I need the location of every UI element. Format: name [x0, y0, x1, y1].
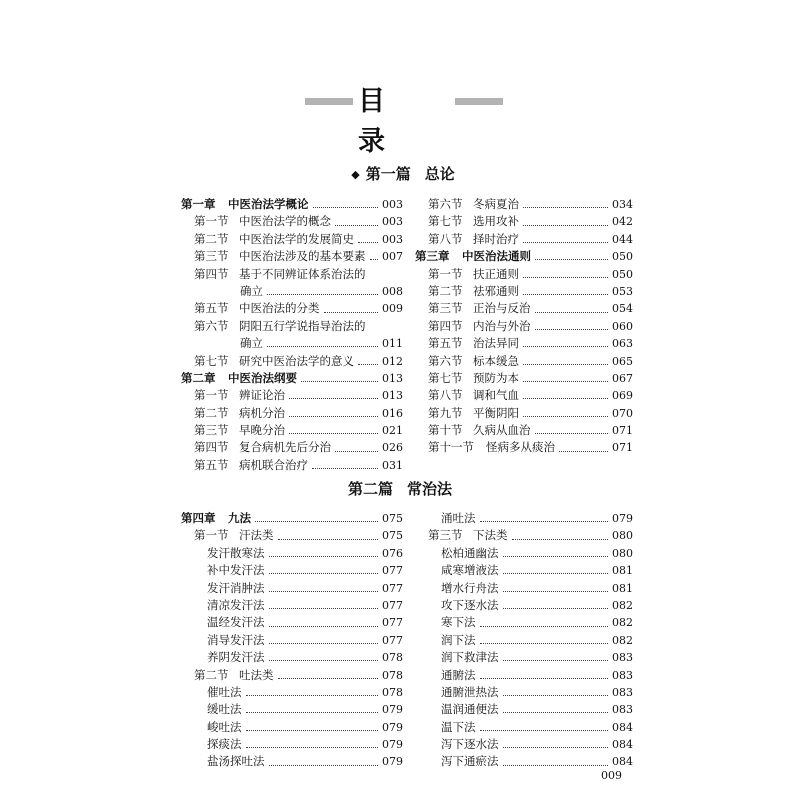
dot-leader: [289, 416, 378, 417]
toc-entry-page: 003: [382, 232, 403, 246]
toc-entry: [415, 318, 633, 335]
toc-entry-page: 079: [382, 720, 403, 734]
dot-leader: [269, 643, 379, 644]
toc-entry-page: 031: [382, 458, 403, 472]
toc-entry-number: 第八节: [428, 231, 463, 246]
dot-leader: [503, 747, 609, 748]
toc-entry: [181, 684, 403, 701]
toc-entry: [181, 753, 403, 770]
toc-entry-page: 063: [612, 337, 633, 351]
dot-leader: [523, 207, 608, 208]
dot-leader: [278, 539, 379, 540]
toc-entry: [181, 283, 403, 300]
toc-entry-page: 026: [382, 441, 403, 455]
toc-entry-title: 久病从血治: [473, 423, 531, 438]
title-rule-left: [305, 98, 353, 105]
toc-entry-page: 080: [612, 529, 633, 543]
dot-leader: [335, 225, 378, 226]
dot-leader: [512, 539, 609, 540]
dot-leader: [246, 712, 379, 713]
toc-entry-page: 078: [382, 668, 403, 682]
toc-entry-title: 催吐法: [207, 684, 242, 699]
toc-entry: [415, 439, 633, 456]
toc-entry-title: 早晚分治: [239, 423, 285, 438]
toc-entry-title: 咸寒增液法: [441, 563, 499, 578]
toc-entry-title: 中医治法学概论: [228, 197, 309, 211]
toc-title-block: [0, 82, 800, 157]
toc-entry-number: 第三节: [428, 301, 463, 316]
dot-leader: [523, 416, 608, 417]
toc-entry: [181, 580, 403, 597]
toc-entry-title: 峻吐法: [207, 719, 242, 734]
toc-entry: [415, 736, 633, 753]
toc-column-part2-right: [415, 510, 633, 771]
toc-entry-number: 第四节: [194, 266, 229, 281]
toc-entry: [415, 405, 633, 422]
toc-entry-title: 下法类: [473, 528, 508, 543]
toc-entry: [181, 457, 403, 474]
toc-entry-number: 第十一节: [428, 440, 474, 455]
toc-entry: [181, 213, 403, 230]
toc-entry: [415, 370, 633, 387]
toc-entry-title: 探痰法: [207, 737, 242, 752]
toc-entry-number: 第二节: [428, 283, 463, 298]
toc-entry: [415, 387, 633, 404]
toc-entry-page: 021: [382, 424, 403, 438]
toc-entry-title: 九法: [228, 511, 251, 525]
toc-entry-title: 预防为本: [473, 370, 519, 385]
toc-entry-page: 082: [612, 616, 633, 630]
dot-leader: [301, 381, 378, 382]
dot-leader: [523, 225, 608, 226]
dot-leader: [269, 626, 379, 627]
toc-entry: [415, 422, 633, 439]
toc-entry-number: 第二章: [181, 370, 216, 385]
dot-leader: [503, 573, 609, 574]
dot-leader: [523, 381, 608, 382]
toc-entry: [181, 422, 403, 439]
dot-leader: [289, 433, 378, 434]
toc-entry-number: 第三节: [428, 528, 463, 543]
part-name: 常治法: [407, 480, 453, 498]
toc-entry-title: 温经发汗法: [207, 615, 265, 630]
part-heading-1: [0, 164, 800, 185]
toc-entry-page: 012: [382, 354, 403, 368]
toc-entry-title: 平衡阴阳: [473, 405, 519, 420]
toc-entry-title: 中医治法学的发展简史: [239, 231, 354, 246]
toc-entry-page: 069: [612, 389, 633, 403]
dot-leader: [480, 678, 609, 679]
toc-entry: [181, 597, 403, 614]
toc-entry: [181, 562, 403, 579]
toc-entry-page: 079: [382, 738, 403, 752]
toc-entry-page: 077: [382, 581, 403, 595]
toc-entry: [181, 527, 403, 544]
toc-entry-number: 第三章: [415, 249, 450, 264]
toc-entry-page: 013: [382, 389, 403, 403]
toc-entry: [415, 248, 633, 265]
toc-entry: [181, 545, 403, 562]
toc-entry-number: 第七节: [428, 214, 463, 229]
toc-entry-page: 050: [612, 250, 633, 264]
toc-entry-title: 润下救津法: [441, 650, 499, 665]
dot-leader: [324, 312, 379, 313]
toc-entry: [415, 562, 633, 579]
toc-entry-title: 消导发汗法: [207, 632, 265, 647]
toc-entry: [181, 736, 403, 753]
toc-entry-title: 养阴发汗法: [207, 650, 265, 665]
toc-entry: [415, 353, 633, 370]
toc-entry-page: 071: [612, 441, 633, 455]
toc-entry-number: 第一节: [428, 266, 463, 281]
dot-leader: [269, 573, 379, 574]
toc-entry-title: 涌吐法: [441, 511, 476, 525]
toc-column-part1-left: [181, 196, 403, 474]
toc-entry-page: 016: [382, 406, 403, 420]
toc-entry: [181, 370, 403, 387]
toc-entry-page: 081: [612, 581, 633, 595]
toc-entry-page: 083: [612, 703, 633, 717]
dot-leader: [503, 591, 609, 592]
toc-entry-title: 攻下逐水法: [441, 597, 499, 612]
toc-entry-number: 第九节: [428, 405, 463, 420]
toc-entry-page: 070: [612, 406, 633, 420]
dot-leader: [535, 433, 609, 434]
toc-entry: [415, 510, 633, 527]
dot-leader: [503, 660, 609, 661]
toc-entry-number: 第六节: [428, 353, 463, 368]
toc-entry: [181, 405, 403, 422]
toc-entry: [415, 684, 633, 701]
toc-entry-page: 071: [612, 424, 633, 438]
toc-entry-title: 吐法类: [239, 667, 274, 682]
toc-entry-title: 通腑泄热法: [441, 684, 499, 699]
dot-leader: [503, 608, 609, 609]
toc-entry: [181, 614, 403, 631]
dot-leader: [523, 364, 608, 365]
toc-entry-page: 081: [612, 564, 633, 578]
toc-entry-title: 病机分治: [239, 405, 285, 420]
toc-column-part2-left: [181, 510, 403, 771]
toc-entry-page: 008: [382, 284, 403, 298]
toc-entry-page: 077: [382, 564, 403, 578]
toc-entry-page: 084: [612, 755, 633, 769]
dot-leader: [535, 329, 609, 330]
toc-entry-title: 增水行舟法: [441, 580, 499, 595]
toc-entry-title: 选用攻补: [473, 214, 519, 229]
toc-entry: [181, 632, 403, 649]
dot-leader: [523, 294, 608, 295]
toc-entry-title: 调和气血: [473, 388, 519, 403]
toc-entry-page: 084: [612, 738, 633, 752]
toc-entry-title: 研究中医治法学的意义: [239, 353, 354, 368]
toc-entry-number: 第三节: [194, 249, 229, 264]
toc-entry: [415, 632, 633, 649]
toc-entry-number: 第十节: [428, 423, 463, 438]
toc-entry: [415, 719, 633, 736]
toc-entry-title: 扶正通则: [473, 266, 519, 281]
toc-entry-page: 034: [612, 198, 633, 211]
dot-leader: [267, 294, 378, 295]
toc-entry-page: 078: [382, 685, 403, 699]
toc-entry-page: 053: [612, 284, 633, 298]
toc-entry-page: 079: [612, 512, 633, 525]
toc-entry: [181, 300, 403, 317]
toc-entry: [181, 335, 403, 352]
toc-entry-title: 祛邪通则: [473, 283, 519, 298]
dot-leader: [358, 242, 378, 243]
toc-entry-title: 通腑法: [441, 667, 476, 682]
part-heading-2: [0, 479, 800, 499]
toc-entry-title: 辨证论治: [239, 388, 285, 403]
dot-leader: [312, 468, 378, 469]
toc-entry: [181, 318, 403, 335]
toc-entry-page: 084: [612, 720, 633, 734]
toc-entry: [415, 667, 633, 684]
toc-entry-number: 第五节: [428, 336, 463, 351]
toc-entry-title: 中医治法涉及的基本要素: [239, 249, 366, 264]
page-number: 009: [601, 769, 622, 782]
dot-leader: [246, 695, 379, 696]
toc-entry: [181, 248, 403, 265]
toc-entry-page: 065: [612, 354, 633, 368]
toc-entry-page: 042: [612, 215, 633, 229]
toc-entry-title: 补中发汗法: [207, 563, 265, 578]
toc-entry-title: 发汗消肿法: [207, 580, 265, 595]
toc-entry-page: 077: [382, 616, 403, 630]
toc-entry-page: 013: [382, 371, 403, 385]
diamond-icon: ◆: [351, 168, 360, 181]
dot-leader: [269, 591, 379, 592]
toc-entry-title: 病机联合治疗: [239, 457, 308, 472]
toc-entry-page: 083: [612, 651, 633, 665]
toc-entry-page: 075: [382, 512, 403, 525]
dot-leader: [523, 242, 608, 243]
toc-entry-number: 第五节: [194, 301, 229, 316]
toc-entry: [415, 701, 633, 718]
toc-entry-number: 第六节: [194, 318, 229, 333]
toc-entry-number: 第一章: [181, 197, 216, 211]
dot-leader: [503, 695, 609, 696]
toc-entry-title: 发汗散寒法: [207, 545, 265, 560]
toc-entry: [181, 701, 403, 718]
dot-leader: [480, 730, 609, 731]
dot-leader: [246, 730, 379, 731]
toc-entry-number: 第八节: [428, 388, 463, 403]
toc-entry-title: 泻下通瘀法: [441, 754, 499, 769]
toc-entry-title: 温下法: [441, 719, 476, 734]
toc-entry-title: 盐汤探吐法: [207, 754, 265, 769]
toc-entry-title: 润下法: [441, 632, 476, 647]
toc-entry-title: 治法异同: [473, 336, 519, 351]
toc-entry: [181, 719, 403, 736]
toc-entry: [415, 283, 633, 300]
toc-entry: [415, 266, 633, 283]
toc-entry-title: 阴阳五行学说指导治法的: [239, 318, 366, 333]
toc-entry-title: 怪病多从痰治: [486, 440, 555, 455]
toc-entry-page: 044: [612, 232, 633, 246]
part-name: 总论: [424, 165, 455, 183]
toc-entry: [181, 649, 403, 666]
toc-entry-page: 054: [612, 302, 633, 316]
toc-entry-title: 内治与外治: [473, 318, 531, 333]
toc-entry: [181, 231, 403, 248]
dot-leader: [278, 678, 379, 679]
dot-leader: [358, 364, 378, 365]
toc-entry-page: 079: [382, 703, 403, 717]
toc-entry-title: 标本缓急: [473, 353, 519, 368]
toc-entry-number: 第四章: [181, 511, 216, 525]
toc-entry-page: 083: [612, 685, 633, 699]
toc-entry: [181, 439, 403, 456]
toc-entry-number: 第四节: [194, 440, 229, 455]
toc-entry-number: 第六节: [428, 197, 463, 211]
dot-leader: [523, 398, 608, 399]
toc-entry-title: 正治与反治: [473, 301, 531, 316]
toc-entry-title: 汗法类: [239, 528, 274, 543]
toc-entry-page: 003: [382, 215, 403, 229]
toc-entry-page: 003: [382, 198, 403, 211]
toc-entry: [415, 213, 633, 230]
toc-entry-number: 第三节: [194, 423, 229, 438]
dot-leader: [267, 346, 378, 347]
toc-entry-number: 第二节: [194, 405, 229, 420]
toc-entry-page: 077: [382, 633, 403, 647]
toc-entry-number: 第二节: [194, 667, 229, 682]
toc-entry: [181, 667, 403, 684]
toc-entry-page: 080: [612, 546, 633, 560]
toc-entry-title: 温润通便法: [441, 702, 499, 717]
dot-leader: [246, 747, 379, 748]
toc-entry: [415, 614, 633, 631]
toc-entry-title: 中医治法的分类: [239, 301, 320, 316]
toc-entry: [415, 231, 633, 248]
toc-entry: [415, 335, 633, 352]
toc-entry-title: 清凉发汗法: [207, 597, 265, 612]
toc-entry-page: 067: [612, 371, 633, 385]
dot-leader: [269, 556, 379, 557]
dot-leader: [535, 312, 609, 313]
toc-entry-number: 第二节: [194, 231, 229, 246]
toc-entry-number: 第一节: [194, 528, 229, 543]
toc-entry-number: 第一节: [194, 388, 229, 403]
dot-leader: [480, 643, 609, 644]
dot-leader: [480, 626, 609, 627]
toc-entry-page: 078: [382, 651, 403, 665]
toc-entry: [415, 649, 633, 666]
toc-entry-number: 第一节: [194, 214, 229, 229]
dot-leader: [335, 451, 378, 452]
dot-leader: [523, 277, 608, 278]
toc-entry-title: 寒下法: [441, 615, 476, 630]
toc-entry: [415, 545, 633, 562]
part-label: 第一篇: [365, 165, 411, 183]
toc-entry-number: 第七节: [428, 370, 463, 385]
toc-entry-title: 松柏通幽法: [441, 545, 499, 560]
toc-entry: [181, 510, 403, 527]
dot-leader: [269, 660, 379, 661]
toc-entry-title: 中医治法通则: [462, 249, 531, 264]
toc-entry-title: 缓吐法: [207, 702, 242, 717]
toc-entry-number: 第七节: [194, 353, 229, 368]
dot-leader: [503, 556, 609, 557]
toc-entry-title: 基于不同辨证体系治法的: [239, 266, 366, 281]
toc-entry-page: 007: [382, 250, 403, 264]
toc-entry-page: 083: [612, 668, 633, 682]
toc-entry-page: 077: [382, 598, 403, 612]
dot-leader: [269, 608, 379, 609]
toc-entry-title: 择时治疗: [473, 231, 519, 246]
toc-entry: [181, 196, 403, 213]
toc-entry-title: 中医治法学的概念: [239, 214, 331, 229]
toc-entry-page: 075: [382, 529, 403, 543]
dot-leader: [559, 451, 608, 452]
dot-leader: [313, 207, 379, 208]
toc-entry-title: 中医治法纲要: [228, 370, 297, 385]
toc-entry: [181, 353, 403, 370]
toc-entry: [415, 597, 633, 614]
dot-leader: [255, 521, 378, 522]
toc-entry: [415, 527, 633, 544]
toc-entry-page: 076: [382, 546, 403, 560]
toc-entry-title: 复合病机先后分治: [239, 440, 331, 455]
dot-leader: [535, 259, 608, 260]
toc-entry-number: 第四节: [428, 318, 463, 333]
title-rule-right: [455, 98, 503, 105]
toc-entry: [181, 387, 403, 404]
toc-entry: [181, 266, 403, 283]
dot-leader: [289, 398, 378, 399]
toc-column-part1-right: [415, 196, 633, 457]
toc-entry-page: 009: [382, 302, 403, 316]
toc-entry-title: 确立: [240, 283, 263, 298]
toc-entry-title: 冬病夏治: [473, 197, 519, 211]
dot-leader: [503, 712, 609, 713]
page-title: 目 录: [358, 86, 399, 157]
toc-entry: [415, 196, 633, 213]
toc-entry-page: 082: [612, 598, 633, 612]
toc-entry-title: 泻下逐水法: [441, 737, 499, 752]
dot-leader: [480, 521, 609, 522]
toc-entry-page: 079: [382, 755, 403, 769]
toc-entry: [415, 300, 633, 317]
dot-leader: [370, 259, 379, 260]
part-label: 第二篇: [347, 480, 393, 498]
toc-entry-number: 第五节: [194, 457, 229, 472]
toc-entry-page: 011: [382, 337, 403, 351]
toc-entry: [415, 580, 633, 597]
dot-leader: [503, 765, 609, 766]
toc-entry-page: 082: [612, 633, 633, 647]
toc-entry-page: 050: [612, 267, 633, 281]
toc-entry-title: 确立: [240, 336, 263, 351]
dot-leader: [269, 765, 379, 766]
toc-entry-page: 060: [612, 319, 633, 333]
dot-leader: [523, 346, 608, 347]
